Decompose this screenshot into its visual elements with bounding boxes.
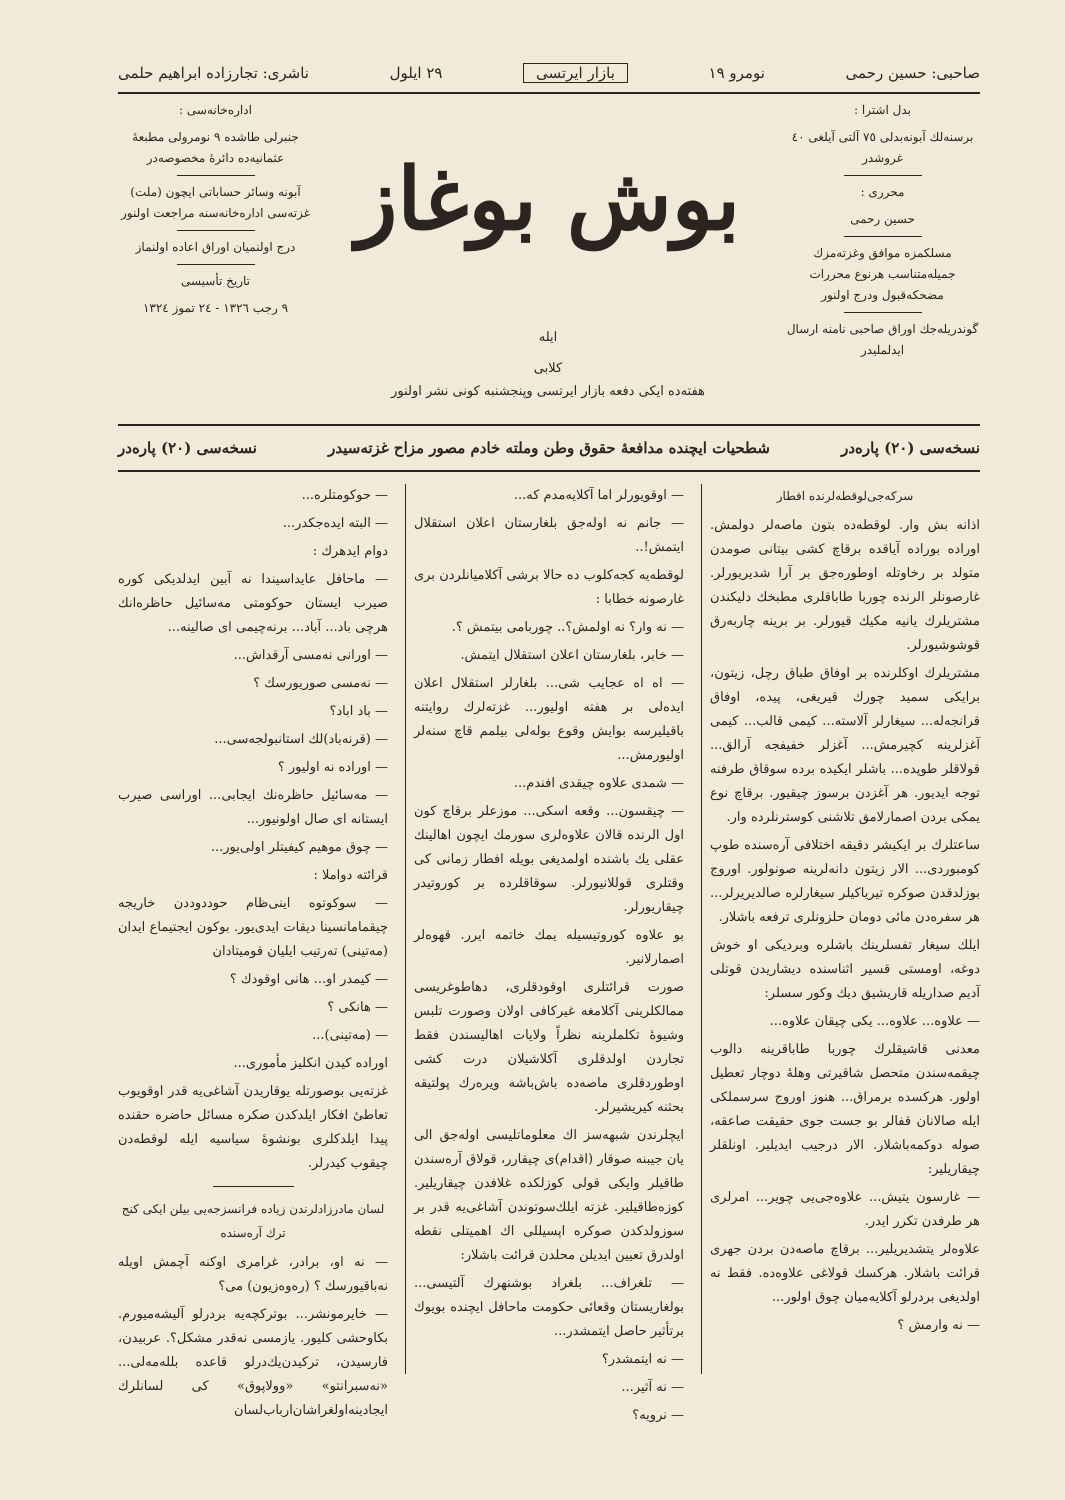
paragraph: — نه آثیر...: [621, 1380, 684, 1395]
paragraph: — نه‌مسی صوریورسك ؟: [253, 676, 388, 691]
divider: [844, 236, 922, 237]
section-heading: لسان مادرزادلرندن زیاده فرانسزجه‌یی بیلن ایکی کنج ترك آره‌سنده: [121, 1202, 385, 1240]
paragraph: — ماحافل عایداسیندا نه آبین ایدلدیکی کوره صیرب ایستان حوکومتی مه‌سائیل حاظره‌انك هرچی باد... آباد... برنه‌چیمی ای صالینه...: [118, 572, 388, 635]
paragraph: — مه‌سائیل حاظره‌نك ایجابی... اوراسی صیرب ایستانه ای صال اولونیور...: [118, 788, 388, 827]
top-info-strip: [118, 56, 980, 90]
paragraph: — حوکومتلره...: [301, 488, 388, 503]
paragraph: صورت قرائتلری اوقودقلری، دهاطوغریسی ممالکلرینی آکلامغه غیرکافی اولان وصورت تلبس وشیوهٔ تکلملرینه نظراً ولایات اهالیسندن فقط تجاردن اولدقلری آکلاشیلان درت کشی اوطوردقلری ماصه‌ده باش‌باشه ویره‌رك پولتیقه بحثنه کیریشیرلر.: [414, 980, 684, 1115]
paragraph: — سوکوتوه اینی‌ظام حوددوددن خاریجه چیقمامانسینا دیقات ایدی‌یور. بوکون ایجتیماع ایدان (مه‌تینی) ته‌رتیب ایلیان قومیتادان: [118, 896, 388, 959]
price-right: نسخه‌سی (٢٠) پاره‌در: [841, 439, 980, 457]
paragraph: — خابر، بلغارستان اعلان استقلال ایتمش.: [460, 648, 684, 663]
paragraph: اوراده کیدن انکلیز مأموری...: [233, 1056, 388, 1071]
paragraph: بو علاوه کوروتیسیله یمك خاتمه ایرر. قهوه‌لر اصمارلانیر.: [414, 928, 684, 967]
paragraph: — نه ایتمشدر؟: [601, 1352, 684, 1367]
paragraph: — (مه‌تینی)...: [312, 1028, 388, 1043]
paragraph: ایلك سیغار تفسلرینك باشلره وبردیکی او خوش دوغه، اومستی قسیر اثناسنده دیشاریدن قوتلی آدیم صداریله قاریشیق دیك وکور سسلر:: [710, 938, 980, 1001]
paragraph: ایچلرندن شبهه‌سز اك معلوماتلیسی اوله‌جق الی یان جیبنه صوقار (اقدام)ی چیقارر، قولاق آره‌سندن طاقیلر وایکی قولی کوزلکده غلافدن چیقاریلیر. کوزه‌طاقیلیر. غزته ایلك‌سوتوندن آشاغی‌یه قدر بر سوزولدکدن صوکره اپسیللی اك اهمیتلی نقطه اولدرق تعیین ایدیلن محلدن قرائت باشلار:: [414, 1128, 684, 1263]
paragraph: — علاوه... علاوه... یکی چیقان علاوه...: [769, 1014, 980, 1029]
paragraph: ساعتلرك بر ایکیشر دقیقه اختلافی آره‌سنده طوپ کومبوردی... الار زیتون دانه‌لرینه صونولور. اوروج بوزلدقدن صوکره تیریاکیلر سیغارلره صالدیریرلر... هر سفره‌دن مائی دومان حلزونلری ترفعه باشلار.: [710, 838, 980, 925]
office-label: اداره‌خانه‌سی :: [179, 103, 252, 117]
founding-label: تاریخ تأسیسی: [180, 274, 251, 288]
paragraph: — چیقسون... وقعه اسکی... موزعلر برقاچ کون اول الرنده قالان علاوه‌لری سورمك ایچون اهالینك عقلی یك باشنده اولمدیغی بویله افطار زمانی کی وقتلری قوللانیورلر. سوقاقلرده بر کوروتیدر چیقاریورلر.: [414, 804, 684, 915]
editor-label: محرری :: [860, 185, 905, 199]
owner-label: صاحبی: حسین رحمی: [845, 64, 980, 82]
banner-top-rule: [118, 424, 980, 426]
masthead: [348, 140, 748, 399]
divider: [844, 175, 922, 176]
paragraph: — اوقویورلر اما آکلایه‌مدم که...: [513, 488, 684, 503]
paragraph: اذانه بش وار. لوقطه‌ده بتون ماصه‌لر دولمش. اوراده بوراده آیاقده برقاچ کشی بیتانی صومدن متولد بر رخاوتله اوطوره‌جق بر آرا شدیریورلر. غارصونلر الرنده چوربا طاباقلری مطبخك دلیکندن مشتریلرك یانیه مکیك قیورلر. بر برینه چاربه‌رق قوشوشیورلر.: [710, 518, 980, 653]
paragraph: — هانکی ؟: [327, 1000, 388, 1015]
return-policy: درج اولنمیان اوراق اعاده اولنماز: [135, 240, 296, 254]
subscription-text: برسنه‌لك آبونه‌بدلی ٧٥ آلتی آیلغی ٤٠ غروشدر: [791, 130, 974, 165]
column-middle: [414, 484, 684, 1423]
header: [118, 100, 980, 420]
paragraph: — نه وار؟ نه اولمش؟.. چوربامی بیتمش ؟.: [451, 620, 684, 635]
founding-date: ٩ رجب ١٣٢٦ - ٢٤ تموز ١٣٢٤: [142, 301, 289, 315]
paragraph: دوام ایدهرك :: [312, 544, 388, 559]
price-left: نسخه‌سی (٢٠) پاره‌در: [118, 439, 257, 457]
article-heading: سرکه‌جی‌لوقطه‌لرنده افطار: [776, 489, 914, 503]
issue-number: نومرو ١٩: [708, 64, 765, 82]
divider: [177, 264, 255, 265]
masthead-subtitle: كلابی: [533, 361, 563, 376]
editor-name: حسین رحمی: [850, 212, 915, 226]
day-of-week: بازار ایرتسی: [523, 63, 628, 83]
issue-date: ٢٩ ایلول: [389, 64, 443, 82]
masthead-connector: ایله: [538, 330, 558, 345]
newspaper-title: بوش بوغاز: [355, 149, 741, 250]
divider: [177, 175, 255, 176]
paragraph: — غارسون یتیش... علاوه‌جی‌یی چویر... امرلری هر طرفدن تکرر ایدر.: [710, 1190, 980, 1229]
paragraph: معدنی قاشیقلرك چوربا طاباقرینه دالوب چیقمه‌سندن متحصل شاقیرتی وهلهٔ دوچار تعطیل اولور. هرکسده برمراق... هنوز اوروج سرسملکی ایله صالانان قفالر بو جست جوی حقیقت صاعقه، صوله دوکمه‌باشلار. الار درجیب ایدیلیر. اونلقلر چیقاریلیر:: [710, 1042, 980, 1177]
dialogue-line: — خایرمونشر... بوترکچه‌یه بردرلو آلیشه‌میورم. بکاوحشی کلیور. یازمسی نه‌قدر مشکل؟. عربیدن، فارسیدن، ترکیدن‌یك‌درلو قاعده بلله‌مه‌لی... «نه‌سبرانتو» «وولاپوق» کی لسانلرك ایجادینه‌اولغراشان‌ارباب‌لسان: [118, 1307, 388, 1418]
submission-text: گوندریله‌جك اوراق صاحبی نامنه ارسال ایدلملیدر: [786, 322, 979, 357]
publication-schedule: هفته‌ده ایکی دفعه بازار ایرتسی وپنجشنبه کونی نشر اولنور: [391, 384, 705, 399]
subscription-label: بدل اشترا :: [854, 103, 911, 117]
paragraph: — اوراده نه اولیور ؟: [277, 760, 388, 775]
motto: شطحیات ایچنده مدافعهٔ حقوق وطن وملته خادم مصور مزاح غزته‌سیدر: [328, 439, 770, 457]
divider: [844, 312, 922, 313]
article-columns: [118, 484, 980, 1423]
paragraph: لوقطه‌یه کجه‌کلوب ده حالا برشی آکلامیانلردن بری غارصونه خطابا :: [414, 568, 684, 607]
header-right-column: [785, 100, 980, 367]
office-address: جنبرلی طاشده ٩ نومرولی مطبعهٔ عثمانیه‌ده دائرهٔ مخصوصه‌در: [132, 130, 299, 165]
header-left-column: [118, 100, 313, 325]
paragraph: — چوق موهیم کیفیتلر اولی‌یور...: [210, 840, 388, 855]
paragraph: — اه اه عجایب شی... بلغارلر استقلال اعلان ایده‌لی بر هفته اولیور... غزته‌لرك روایتنه باقیلیرسه بوایش وقوع بوله‌لی بیلمم قاچ سنه‌لر اولیورمش...: [414, 676, 684, 763]
paragraph: — کیمدر او... هانی اوقودك ؟: [229, 972, 388, 987]
paragraph: — تلغراف... بلغراد بوشنهرك آلتیسی... بولغاریستان وقعائی حکومت ماحافل ایچنده بویوك برتأثیر حاصل ایتمشدر...: [414, 1276, 684, 1339]
paragraph: — نه وارمش ؟: [897, 1318, 980, 1333]
paragraph: — (قرنه‌باد)لك استانبولجه‌سی...: [214, 732, 388, 747]
banner-bottom-rule: [118, 470, 980, 472]
paragraph: — جانم نه اوله‌جق بلغارستان اعلان استقلال ایتمش!..: [414, 516, 684, 555]
dialogue-line: — نه او، برادر، غرامری اوکنه آچمش اویله نه‌باقیورسك ؟ (ره‌وه‌زیون) می؟: [118, 1255, 388, 1294]
paragraph: — نرویه؟: [632, 1408, 684, 1423]
paragraph: — باد اباد؟: [329, 704, 388, 719]
column-right: [710, 484, 980, 1374]
paragraph: — شمدی علاوه چیقدی افندم...: [513, 776, 684, 791]
paragraph: — اورانی نه‌مسی آرقداش...: [233, 648, 388, 663]
paragraph: علاوه‌لر یتشدیریلیر... برقاچ ماصه‌دن بردن جهری قرائت باشلار. هرکسك قولاغی علاوه‌ده. فقط نه اولدیغی بردرلو آکلایه‌میان چوق اولور...: [710, 1242, 980, 1305]
top-rule: [118, 92, 980, 94]
motto-banner: [118, 430, 980, 466]
publisher-label: ناشری: تجارزاده ابراهیم حلمی: [118, 64, 309, 82]
policy-text: مسلکمزه موافق وغزته‌مزك جمیله‌متناسب هرنوع محررات مضحکه‌قبول ودرج اولنور: [809, 246, 956, 302]
divider: [177, 230, 255, 231]
section-divider: [213, 1186, 294, 1187]
paragraph: — البته ایده‌جکدر...: [282, 516, 388, 531]
paragraph: مشتریلرك اوکلرنده بر اوفاق طباق رچل، زیتون، برایکی سمید چورك قیریغی، پیده، اوفاق قرانجه‌له... سیغارلر آلاسته... کیمی قالب... کیمی آغزلرینه کچیرمش... آغزلر خفیفجه آرالق... قولاقلر طوپده... باشلر ایکیده برده سوقاق طرفنه توجه ایدیور. هر آغزدن برسوز چیقیور. برقاچ نوع یمکی بردن اصمارلامق تلاشنی کوسترنلرده وار.: [710, 666, 980, 825]
paragraph: غزته‌یی بوصورتله یوقاریدن آشاغی‌یه قدر اوقویوب تعاطیٔ افکار ایلدکدن صکره مسائل حاضره حقنده پیدا ایلدکلری بونشوهٔ سیاسیه ایله لوقطه‌دن چیقوب کیدرلر.: [118, 1084, 388, 1171]
paragraph: قرائته دواملا :: [313, 868, 388, 883]
accounts-text: آبونه وسائر حساباتی ایچون (ملت) غزته‌سی اداره‌خانه‌سنه مراجعت اولنور: [121, 185, 310, 220]
column-left: [118, 484, 388, 1418]
